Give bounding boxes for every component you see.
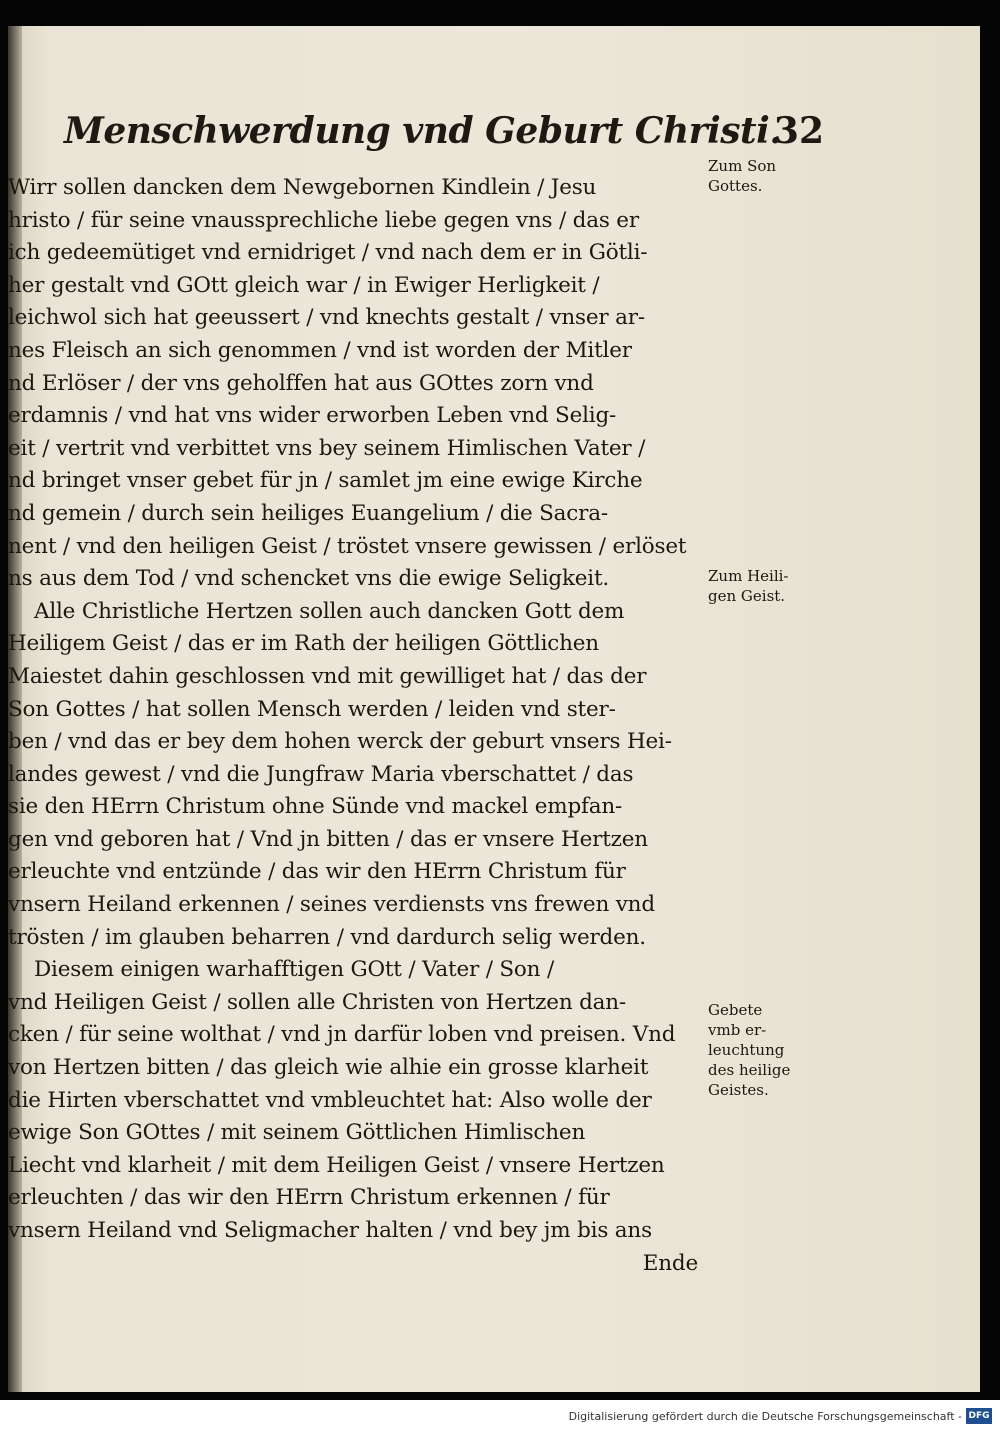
page-number: 32 — [773, 110, 824, 152]
text-line: Heiligem Geist / das er im Rath der heiligen Göttlichen — [8, 631, 599, 657]
text-line: vnsern Heiland vnd Seligmacher halten / vnd bey jm bis ans — [8, 1218, 652, 1243]
margin-note-line: Zum Heili- — [708, 567, 789, 585]
text-line: eit / vertrit vnd verbittet vns bey seinem Himlischen Vater / — [8, 435, 646, 461]
text-line: nes Fleisch an sich genommen / vnd ist worden der Mitler — [8, 337, 632, 363]
text-line: ns aus dem Tod / vnd schencket vns die ewige Seligkeit. — [8, 566, 610, 592]
text-line: erdamnis / vnd hat vns wider erworben Leben vnd Selig- — [8, 403, 617, 429]
text-line: landes gewest / vnd die Jungfraw Maria vberschattet / das — [8, 761, 634, 787]
dfg-logo: DFG — [966, 1408, 992, 1424]
running-head: Menschwerdung vnd Geburt Christi. — [64, 110, 782, 152]
text-line: ben / vnd das er bey dem hohen werck der geburt vnsers Hei- — [8, 729, 672, 755]
text-line: Maiestet dahin geschlossen vnd mit gewilliget hat / das der — [8, 663, 647, 689]
text-line: von Hertzen bitten / das gleich wie alhie ein grosse klarheit — [8, 1055, 649, 1081]
text-line: trösten / im glauben beharren / vnd dardurch selig werden. — [8, 924, 646, 950]
text-line: Wirr sollen dancken dem Newgebornen Kindlein / Jesu — [8, 175, 597, 200]
margin-note-spirit — [708, 566, 828, 606]
margin-note-line: vmb er- — [708, 1021, 767, 1039]
margin-note-line: Gottes. — [708, 177, 763, 195]
text-line: Liecht vnd klarheit / mit dem Heiligen Geist / vnsere Hertzen — [8, 1152, 665, 1178]
text-line: vnd Heiligen Geist / sollen alle Christen von Hertzen dan- — [8, 989, 626, 1015]
text-line: her gestalt vnd GOtt gleich war / in Ewiger Herligkeit / — [8, 272, 600, 298]
text-line: erleuchten / das wir den HErrn Christum erkennen / für — [8, 1185, 610, 1211]
margin-note-line: gen Geist. — [708, 587, 786, 605]
text-line: nd gemein / durch sein heiliges Euangelium / die Sacra- — [8, 500, 608, 526]
text-line: nd bringet vnser gebet für jn / samlet jm eine ewige Kirche — [8, 468, 643, 494]
catchword: Ende — [642, 1250, 698, 1276]
text-line: vnsern Heiland erkennen / seines verdiensts vns frewen vnd — [8, 892, 655, 918]
margin-note-line: des heilige — [708, 1061, 791, 1079]
text-line: die Hirten vberschattet vnd vmbleuchtet hat: Also wolle der — [8, 1087, 652, 1113]
text-line: ewige Son GOttes / mit seinem Göttlichen Himlischen — [8, 1120, 586, 1146]
text-line: cken / für seine wolthat / vnd jn darfür loben vnd preisen. Vnd — [8, 1022, 676, 1048]
text-line: hristo / für seine vnaussprechliche liebe gegen vns / das er — [8, 207, 639, 233]
margin-note-prayer — [708, 1000, 828, 1100]
margin-note-line: leuchtung — [708, 1041, 785, 1059]
text-line: sie den HErrn Christum ohne Sünde vnd mackel empfan- — [8, 794, 623, 820]
text-line: nent / vnd den heiligen Geist / tröstet vnsere gewissen / erlöset — [8, 533, 687, 559]
page-header — [64, 110, 824, 170]
text-line: gen vnd geboren hat / Vnd jn bitten / das er vnsere Hertzen — [8, 826, 648, 852]
margin-note-line: Zum Son — [708, 157, 777, 175]
book-page — [8, 26, 980, 1392]
text-line: ich gedeemütiget vnd ernidriget / vnd nach dem er in Götli- — [8, 240, 648, 266]
funding-credit: Digitalisierung gefördert durch die Deutsche Forschungsgemeinschaft - — [568, 1410, 962, 1423]
text-line: Diesem einigen warhafftigen GOtt / Vater / Son / — [34, 957, 554, 983]
footer-bar — [0, 1400, 1000, 1438]
text-line: Son Gottes / hat sollen Mensch werden / leiden vnd ster- — [8, 696, 616, 722]
margin-note-line: Geistes. — [708, 1081, 769, 1099]
margin-note-line: Gebete — [708, 1001, 763, 1019]
text-line: Alle Christliche Hertzen sollen auch dancken Gott dem — [34, 598, 625, 624]
body-text — [8, 172, 704, 1280]
text-line: erleuchte vnd entzünde / das wir den HErrn Christum für — [8, 859, 626, 885]
text-line: leichwol sich hat geeussert / vnd knechts gestalt / vnser ar- — [8, 305, 645, 331]
text-line: nd Erlöser / der vns geholffen hat aus GOttes zorn vnd — [8, 370, 594, 396]
